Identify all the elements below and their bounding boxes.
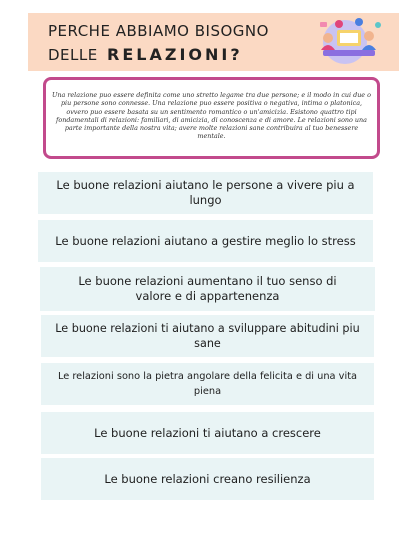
card-4: Le buone relazioni ti aiutano a sviluppare abitudini piu sane [41, 315, 374, 357]
title-line-1: PERCHE ABBIAMO BISOGNO [48, 22, 269, 40]
intro-box [43, 77, 380, 159]
title-line-2 [48, 45, 243, 64]
title-prefix: DELLE [48, 46, 98, 64]
card-6: Le buone relazioni ti aiutano a crescere [41, 412, 374, 454]
header-banner [28, 13, 399, 71]
card-5: Le relazioni sono la pietra angolare della felicita e di una vita piena [41, 363, 374, 405]
card-1: Le buone relazioni aiutano le persone a vivere piu a lungo [38, 172, 373, 214]
card-7: Le buone relazioni creano resilienza [41, 458, 374, 500]
people-connecting-illustration-icon [315, 16, 385, 68]
title-bold: RELAZIONI? [107, 45, 243, 64]
card-3: Le buone relazioni aumentano il tuo senso di valore e di appartenenza [40, 267, 375, 311]
intro-text: Una relazione puo essere definita come uno stretto legame tra due persone; e il modo in cui due o piu persone sono connesse. Una relazione puo essere positiva o negativa, intima o platonica, ovvero puo essere basata su un sentimento romantico o un'amicizia. Esistono quattro tipi fondamentali di relazioni: familiari, di amicizia, di conoscenza e di amore. Le relazioni sono una parte importante della nostra vita; avere molte relazioni sane contribuira al tuo benessere mentale. [52, 91, 371, 141]
card-2: Le buone relazioni aiutano a gestire meglio lo stress [38, 220, 373, 262]
